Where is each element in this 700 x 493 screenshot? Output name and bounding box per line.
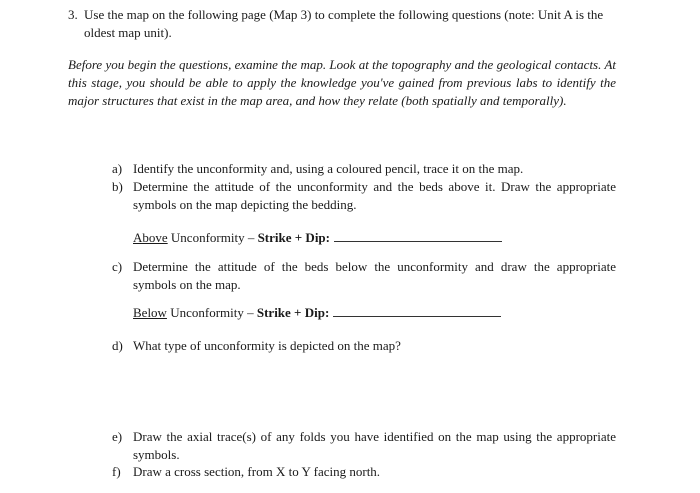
item-label: d) <box>112 338 123 353</box>
item-a <box>112 160 616 178</box>
below-middle: Unconformity – <box>166 305 257 320</box>
item-text: Determine the attitude of the beds below the unconformity and draw the appropriate symbols on the map. <box>133 259 616 292</box>
above-answer-line[interactable] <box>334 229 502 242</box>
question-number: 3. <box>68 7 78 22</box>
item-text: Draw the axial trace(s) of any folds you have identified on the map using the appropriate symbols. <box>133 429 616 462</box>
below-answer-line[interactable] <box>333 304 501 317</box>
item-c <box>112 258 616 294</box>
above-strike-dip: Strike + Dip: <box>257 230 330 245</box>
intro-paragraph: Before you begin the questions, examine the map. Look at the topography and the geological contacts. At this stage, you should be able to apply the knowledge you've gained from previous labs to identify the major structures that exist in the map area, and how they relate (both spatially and temporally). <box>68 57 616 108</box>
above-middle: Unconformity – <box>167 230 258 245</box>
question-text: Use the map on the following page (Map 3) to complete the following questions (note: Unit A is the oldest map unit). <box>84 7 604 40</box>
below-unconformity-answer <box>133 304 501 322</box>
item-text: Determine the attitude of the unconformity and the beds above it. Draw the appropriate symbols on the map depicting the bedding. <box>133 179 616 212</box>
item-text: Identify the unconformity and, using a coloured pencil, trace it on the map. <box>133 161 524 176</box>
item-label: b) <box>112 179 123 194</box>
item-text: What type of unconformity is depicted on the map? <box>133 338 401 353</box>
item-b <box>112 178 616 214</box>
question-3 <box>68 6 628 42</box>
item-e <box>112 428 616 464</box>
item-label: f) <box>112 464 121 479</box>
item-text: Draw a cross section, from X to Y facing north. <box>133 464 381 479</box>
item-label: a) <box>112 161 123 176</box>
above-unconformity-answer <box>133 229 502 247</box>
item-label: e) <box>112 429 123 444</box>
item-d <box>112 337 616 355</box>
below-label: Below <box>133 305 167 320</box>
below-strike-dip: Strike + Dip: <box>256 305 330 320</box>
item-f <box>112 463 616 481</box>
above-label: Above <box>133 230 168 245</box>
item-label: c) <box>112 259 123 274</box>
